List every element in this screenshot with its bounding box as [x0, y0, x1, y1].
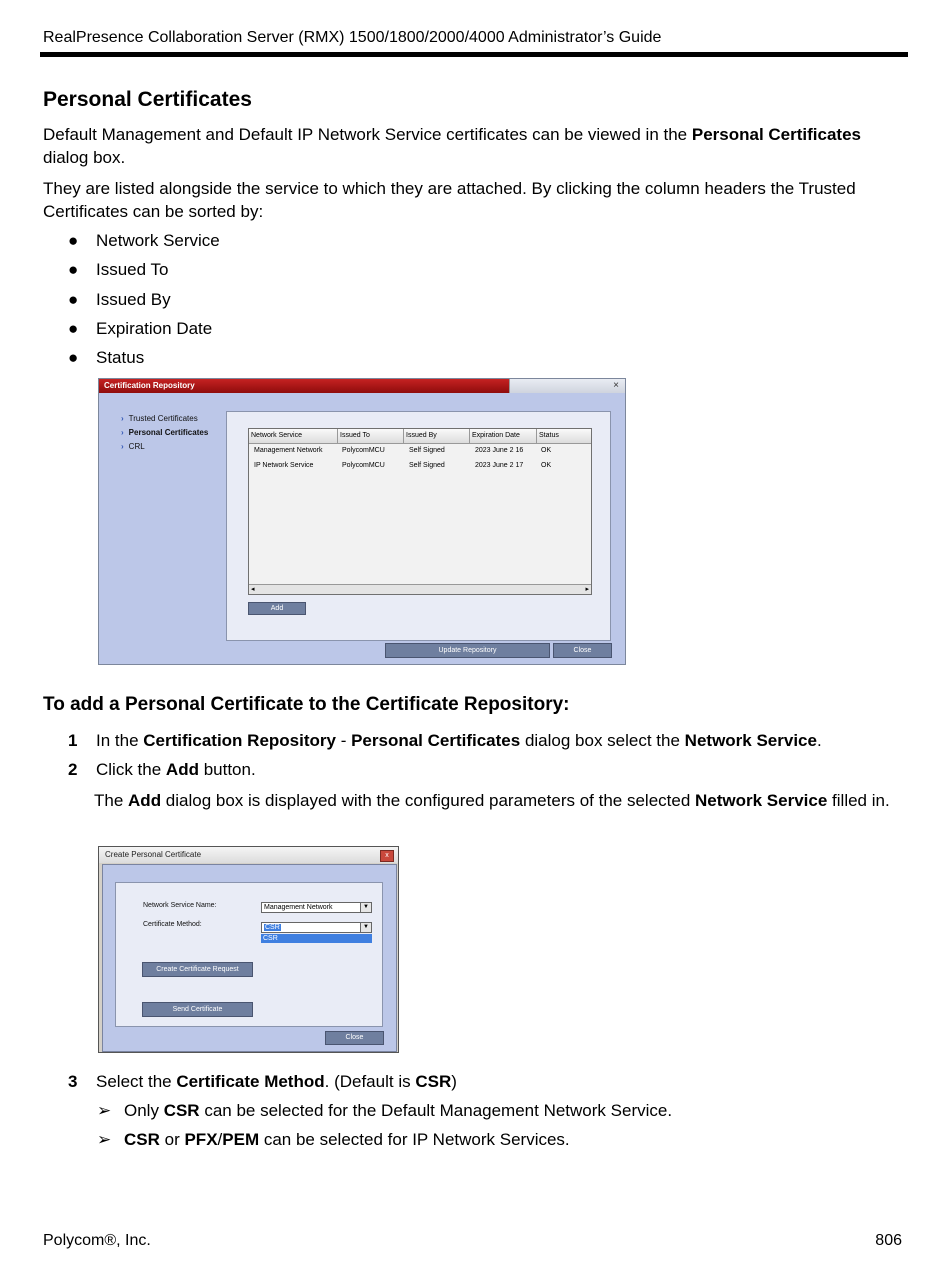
horizontal-scrollbar[interactable] [249, 584, 591, 594]
network-service-name-label: Network Service Name: [143, 902, 217, 909]
chevron-down-icon[interactable]: ▼ [360, 923, 371, 932]
list-item: ● Issued By [68, 290, 171, 309]
nav-item-personal-certificates[interactable]: › Personal Certificates [121, 428, 209, 437]
send-certificate-button[interactable]: Send Certificate [142, 1002, 253, 1017]
add-button[interactable]: Add [248, 602, 306, 615]
list-item: ● Network Service [68, 231, 220, 250]
list-item: ● Status [68, 348, 145, 367]
dialog-title: Create Personal Certificate [99, 847, 398, 863]
table-header [249, 429, 591, 444]
certificate-method-label: Certificate Method: [143, 921, 202, 928]
header-rule [40, 52, 908, 57]
scroll-left-icon[interactable]: ◂ [251, 586, 255, 593]
title-bar-tail [509, 379, 625, 393]
content-panel [115, 882, 383, 1027]
close-icon[interactable]: x [380, 850, 394, 862]
step-3: 3 Select the Certificate Method. (Default is CSR) [68, 1072, 457, 1091]
chevron-right-icon: › [121, 428, 124, 437]
footer-company: Polycom®, Inc. [43, 1232, 151, 1249]
step-3-sub-1: ➢ Only CSR can be selected for the Default Management Network Service. [97, 1101, 673, 1120]
column-header-network-service[interactable]: Network Service [249, 429, 338, 443]
column-header-status[interactable]: Status [539, 432, 559, 439]
column-header-issued-by[interactable]: Issued By [404, 429, 470, 443]
scroll-right-icon[interactable]: ▸ [585, 586, 589, 593]
list-item: ● Expiration Date [68, 319, 213, 338]
section-heading: Personal Certificates [43, 88, 252, 111]
chevron-down-icon[interactable]: ▼ [360, 903, 371, 912]
close-icon[interactable]: × [613, 380, 619, 391]
step-1: 1 In the Certification Repository - Personal Certificates dialog box select the Network Service. [68, 731, 822, 750]
nav-item-trusted-certificates[interactable]: › Trusted Certificates [121, 414, 198, 423]
procedure-heading: To add a Personal Certificate to the Certificate Repository: [43, 694, 570, 715]
close-button[interactable]: Close [325, 1031, 384, 1045]
sort-paragraph: They are listed alongside the service to which they are attached. By clicking the column headers the Trusted Certificates can be sorted by: [43, 179, 856, 221]
certificates-table: Network Service Issued To Issued By Expiration Date Status Management Network PolycomMCU Self Signed 2023 June 2 16 OK IP Network Service PolycomMCU Self Signed 2023 June 2 17 OK ◂ ▸ [248, 428, 592, 595]
create-personal-certificate-dialog [98, 846, 399, 1053]
close-button[interactable]: Close [553, 643, 612, 658]
chevron-right-icon: › [121, 442, 124, 451]
chevron-right-icon: › [121, 414, 124, 423]
step-3-sub-2: ➢ CSR or PFX/PEM can be selected for IP Network Services. [97, 1130, 570, 1149]
arrow-bullet-icon: ➢ [97, 1101, 112, 1120]
dialog-title: Certification Repository [99, 379, 625, 393]
step-2-note: The Add dialog box is displayed with the configured parameters of the selected Network Service filled in. [94, 791, 890, 810]
certification-repository-dialog [98, 378, 626, 665]
running-header: RealPresence Collaboration Server (RMX) 1500/1800/2000/4000 Administrator’s Guide [43, 29, 662, 46]
intro-paragraph: Default Management and Default IP Network Service certificates can be viewed in the Personal Certificates dialog box. [43, 125, 861, 167]
certificate-method-option[interactable]: CSR [261, 934, 372, 943]
list-item: ● Issued To [68, 260, 169, 279]
nav-item-crl[interactable]: › CRL [121, 442, 145, 451]
dialog-body [102, 864, 397, 1052]
arrow-bullet-icon: ➢ [97, 1130, 112, 1149]
create-certificate-request-button[interactable]: Create Certificate Request [142, 962, 253, 977]
certificate-method-select[interactable]: CSR ▼ [261, 922, 372, 933]
update-repository-button[interactable]: Update Repository [385, 643, 550, 658]
step-2: 2 Click the Add button. [68, 760, 256, 779]
column-header-expiration-date[interactable]: Expiration Date [470, 429, 537, 443]
page-number: 806 [875, 1232, 902, 1249]
content-panel [226, 411, 611, 641]
network-service-name-select[interactable]: Management Network ▼ [261, 902, 372, 913]
column-header-issued-to[interactable]: Issued To [338, 429, 404, 443]
